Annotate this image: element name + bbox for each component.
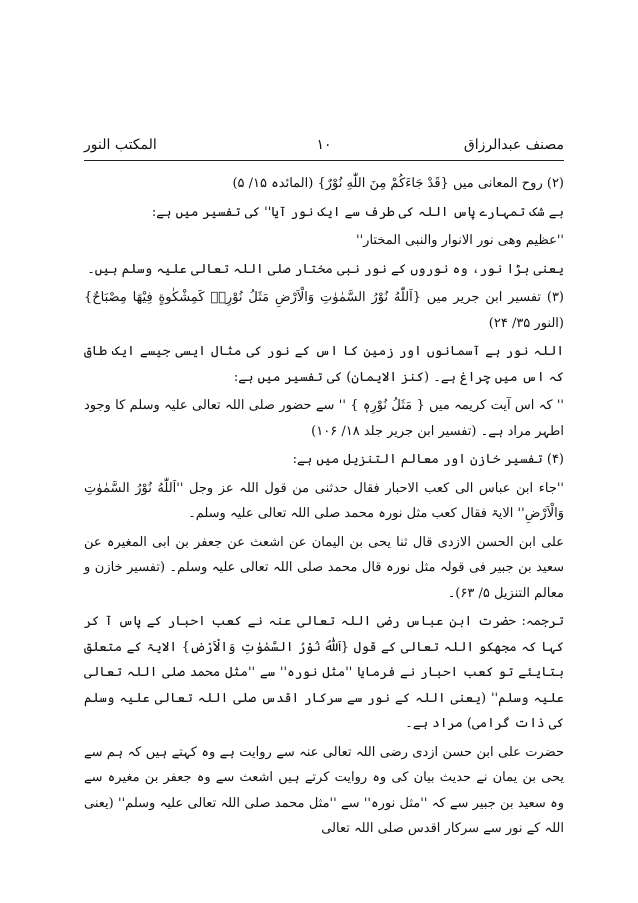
paragraph-arabic-quote: ''عظیم وھی نور الانوار والنبی المختار'' xyxy=(356,233,564,248)
paragraph-tarjuma: ترجمہ: حضرت ابن عباس رضی اللہ تعالی عنہ نے کعب احبار کے پاس آ کر کہا کہ مجھکو اللہ تعالی کے قول {اَللّٰهُ نُوْرُ السَّمٰوٰتِ وَالْاَرْضِ} الایۃ کے متعلق بتایئے تو کعب احبار نے فرمایا ''مثل نورہ'' سے ''مثل محمد صلی اللہ تعالی علیہ وسلم'' (یعنی اللہ کے نور سے سرکار اقدس صلی اللہ تعالی علیہ وسلم کی ذات گرامی) مراد ہے۔ xyxy=(84,614,564,731)
paragraph-kanz-ul-iman: اللہ نور ہے آسمانوں اور زمین کا اس کے نور کی مثال ایسی جیسے ایک طاق کہ اس میں چراغ ہے۔ (کنز الایمان) کی تفسیر میں ہے: xyxy=(84,344,564,385)
paragraph-ali-ibn-hasan-arabic: علی ابن الحسن الازدی قال ثنا یحی بن الیمان عن اشعث عن جعفر بن ابی المغیرہ عن سعید بن جبیر فی قولہ مثل نورہ قال محمد صلی اللہ تعالی علیہ وسلم۔ (تفسیر خازن و معالم التنزیل ۵/ ۶۳)۔ xyxy=(84,534,564,601)
paragraph-translation-intro: بے شک تمہارے پاس اللہ کی طرف سے ایک نور آیا'' کی تفسیر میں ہے: xyxy=(151,204,564,220)
paragraph-ayat-explanation: '' کہ اس آیت کریمہ میں { مَثَلُ نُوْرِهٖ } '' سے حضور صلی اللہ تعالی علیہ وسلم کا وجود اطہر مراد ہے۔ (تفسیر ابن جریر جلد ۱۸/ ۱۰۶) xyxy=(84,398,564,439)
paragraph-tafsir-khazin: (۴) تفسیر خازن اور معالم التنزیل میں ہے: xyxy=(292,452,564,467)
header-rule xyxy=(84,160,564,161)
paragraph-tafsir-ibn-jarir: (۳) تفسیر ابن جریر میں {اَللّٰهُ نُوْرُ السَّمٰوٰتِ وَالْاَرْضِ مَثَلُ نُوْرِهٖ كَمِشْكٰوةٍ فِيْهَا مِصْبَاحٌ} (النور ۳۵/ ۲۴) xyxy=(84,290,564,331)
page-header xyxy=(84,132,564,160)
paragraph-meaning: یعنی بڑا نور، وہ نوروں کے نور نبی مختار صلی اللہ تعالی علیہ وسلم ہیں۔ xyxy=(87,261,564,277)
document-page xyxy=(84,132,564,845)
paragraph-hazrat-ali: حضرت علی ابن حسن ازدی رضی اللہ تعالی عنہ سے روایت ہے وہ کہتے ہیں کہ ہم سے یحی بن یمان نے حدیث بیان کی وہ روایت کرتے ہیں اشعث سے وہ جعفر بن مغیرہ سے وہ سعید بن جبیر سے کہ ''مثل نورہ'' سے ''مثل محمد صلی اللہ تعالی علیہ وسلم'' (یعنی اللہ کے نور سے سرکار اقدس صلی اللہ تعالی xyxy=(84,744,564,836)
page-number: ۱۰ xyxy=(316,137,332,153)
paragraph-ruh-al-maani: (۲) روح المعانی میں {قَدْ جَاءَكُمْ مِنَ اللّٰهِ نُوْرٌ} (المائدہ ۱۵/ ۵) xyxy=(232,176,564,191)
page-body xyxy=(84,171,564,842)
paragraph-ibn-abbas-arabic: ''جاء ابن عباس الی کعب الاحبار فقال حدثنی من قول اللہ عز وجل ''اَللّٰهُ نُوْرُ السَّمٰوٰتِ وَالْاَرْضِ'' الایۃ فقال کعب مثل نورہ محمد صلی اللہ تعالی علیہ وسلم۔ xyxy=(84,480,564,521)
book-title: مصنف عبدالرزاق xyxy=(463,137,564,153)
publisher-name: المکتب النور xyxy=(84,137,157,153)
